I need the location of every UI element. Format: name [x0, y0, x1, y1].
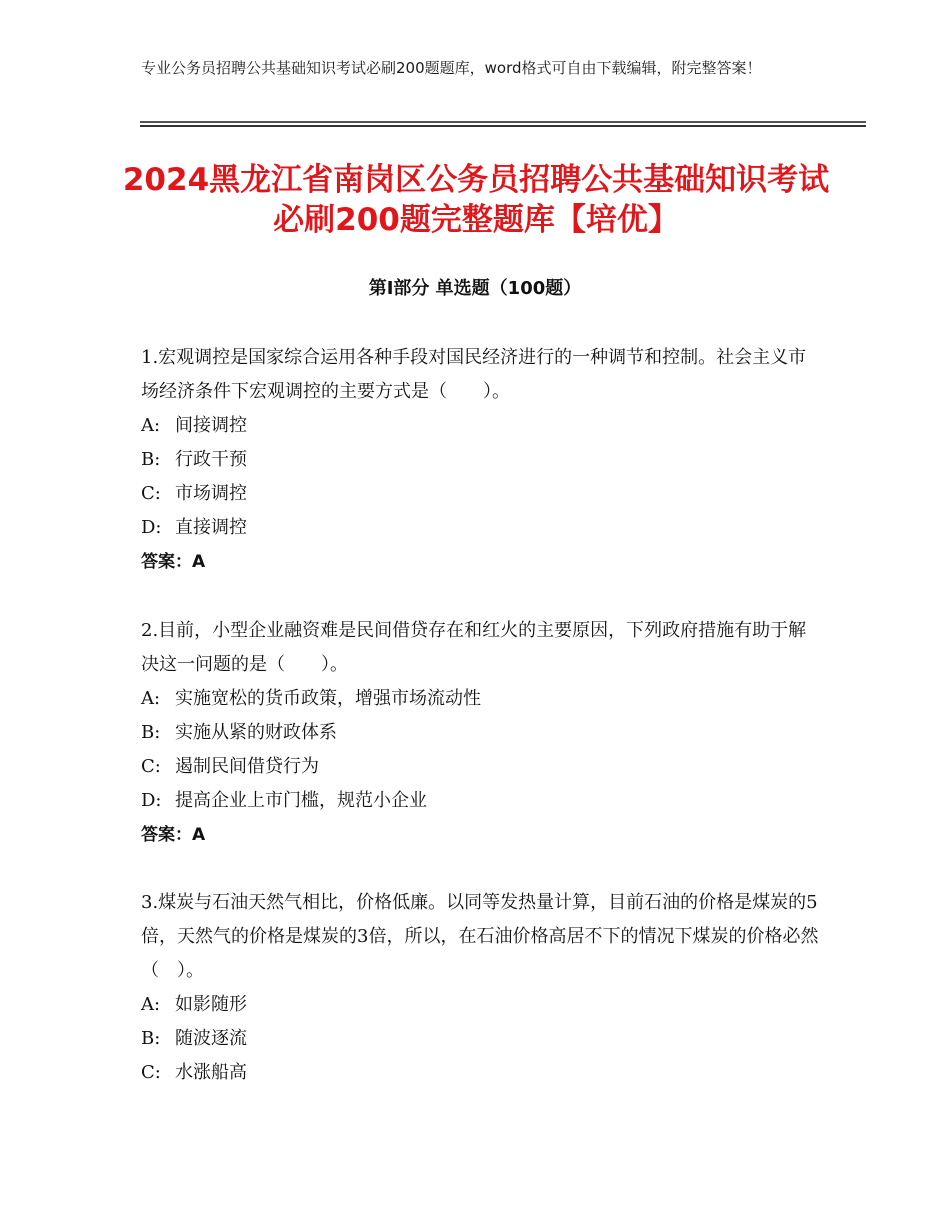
question-stem: 2.目前，小型企业融资难是民间借贷存在和红火的主要原因，下列政府措施有助于解决这一问题的是（ ）。 [141, 620, 807, 675]
option-d [141, 511, 821, 545]
question-1 [141, 341, 821, 579]
option-text: 直接调控 [175, 517, 247, 538]
answer: 答案：A [141, 825, 206, 845]
option-c [141, 477, 821, 511]
question-stem: 1.宏观调控是国家综合运用各种手段对国民经济进行的一种调节和控制。社会主义市场经济条件下宏观调控的主要方式是（ ）。 [141, 347, 807, 402]
option-a [141, 409, 821, 443]
option-text: 市场调控 [175, 483, 247, 504]
option-letter: C: [141, 756, 161, 777]
option-letter: B: [141, 449, 161, 470]
option-d [141, 784, 821, 818]
option-c [141, 750, 821, 784]
option-letter: B: [141, 1028, 161, 1049]
option-letter: A: [141, 415, 161, 436]
header-divider-thick [140, 125, 866, 127]
option-text: 间接调控 [175, 415, 247, 436]
option-a [141, 682, 821, 716]
question-2 [141, 614, 821, 852]
question-3 [141, 886, 821, 1090]
header-note: 专业公务员招聘公共基础知识考试必刷200题题库，word格式可自由下载编辑，附完整答案！ [141, 59, 762, 77]
option-letter: A: [141, 688, 161, 709]
option-b [141, 443, 821, 477]
option-letter: D: [141, 790, 162, 811]
document-title: 2024黑龙江省南岗区公务员招聘公共基础知识考试必刷200题完整题库【培优】 [122, 162, 830, 238]
option-letter: A: [141, 994, 161, 1015]
question-stem: 3.煤炭与石油天然气相比，价格低廉。以同等发热量计算，目前石油的价格是煤炭的5倍，天然气的价格是煤炭的3倍，所以，在石油价格高居不下的情况下煤炭的价格必然（ ）。 [141, 892, 819, 981]
option-text: 实施从紧的财政体系 [175, 722, 337, 743]
option-c [141, 1056, 821, 1090]
option-letter: D: [141, 517, 162, 538]
option-letter: B: [141, 722, 161, 743]
option-text: 水涨船高 [175, 1062, 247, 1083]
header-divider [140, 121, 866, 123]
option-letter: C: [141, 483, 161, 504]
option-b [141, 716, 821, 750]
option-a [141, 988, 821, 1022]
option-letter: C: [141, 1062, 161, 1083]
option-text: 实施宽松的货币政策，增强市场流动性 [175, 688, 481, 709]
answer: 答案：A [141, 552, 206, 572]
option-text: 遏制民间借贷行为 [175, 756, 319, 777]
option-b [141, 1022, 821, 1056]
option-text: 行政干预 [175, 449, 247, 470]
option-text: 提高企业上市门槛，规范小企业 [175, 790, 427, 811]
option-text: 如影随形 [175, 994, 247, 1015]
section-heading: 第Ⅰ部分 单选题（100题） [368, 278, 582, 299]
option-text: 随波逐流 [175, 1028, 247, 1049]
